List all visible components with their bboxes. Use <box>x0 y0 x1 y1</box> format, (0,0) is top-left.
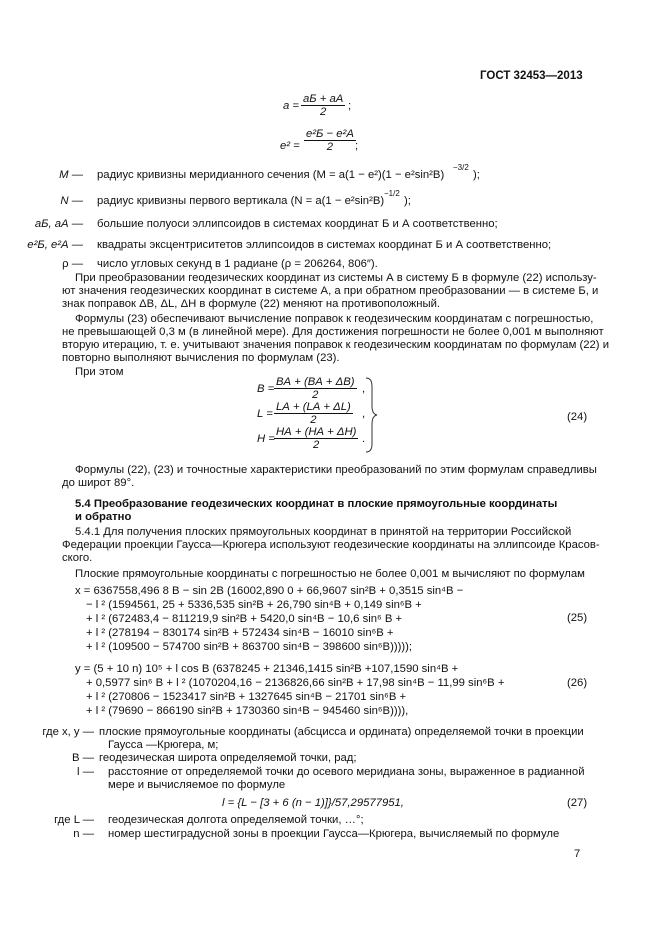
eq24-number: (24) <box>567 411 588 423</box>
para4-line1: 5.4.1 Для получения плоских прямоугольных координат в принятой на территории Российской <box>75 526 572 538</box>
eq27-formula: l = {L − [3 + 6 (n − 1)]}/57,29577951, <box>222 797 404 809</box>
para4-line3: ского. <box>62 552 93 564</box>
def-text-M: радиус кривизны меридианного сечения (M = a(1 − e²)(1 − e²sin²B) <box>97 169 445 181</box>
page-header-title: ГОСТ 32453—2013 <box>480 70 583 82</box>
where-text-L: геодезическая долгота определяемой точки, …°; <box>108 814 364 826</box>
eq26-line2: + 0,5977 sin⁶ B + l ² (1070204,16 − 2136826,66 sin²B + 17,98 sin⁴B − 11,99 sin⁶B + <box>86 677 505 689</box>
para2-line1: Формулы (23) обеспечивают вычисление поправок к геодезическим координатам с погрешностью, <box>75 313 594 325</box>
eq25-number: (25) <box>567 612 588 624</box>
formula-a-lhs: a = <box>283 100 300 112</box>
eq25-line2: − l ² (1594561, 25 + 5336,535 sin²B + 26,790 sin⁴B + 0,149 sin⁶B + <box>86 599 422 611</box>
para4-line2: Федерации проекции Гаусса—Крюгера используют геодезические координаты на эллипсоиде Красов- <box>62 539 600 551</box>
page-number: 7 <box>574 848 581 860</box>
def-exp-M: −3/2 <box>453 163 469 172</box>
where-text-xy-1: плоские прямоугольные координаты (абсцисса и ордината) определяемой точки в проекции <box>99 726 584 738</box>
eq24-B-denominator: 2 <box>312 389 319 401</box>
eq24-L-fraction <box>274 401 353 426</box>
eq25-line3: + l ² (672483,4 − 811219,9 sin²B + 5420,0 sin⁴B − 10,6 sin⁶ B + <box>86 613 403 625</box>
eq24-B-numerator: BА + (BА + ΔB) <box>276 376 355 388</box>
para2-line2: не превышающей 0,3 м (в линейной мере). Для достижения погрешности не более 0,001 м выполняют <box>62 326 604 338</box>
formula-a-numerator: aБ + aА <box>303 93 344 105</box>
para3-line1: Формулы (22), (23) и точностные характеристики преобразований по этим формулам справедливы <box>75 464 597 476</box>
where-term-n: n — <box>73 828 94 840</box>
eq24-H-denominator: 2 <box>313 439 320 451</box>
where-term-xy: где x, y — <box>42 726 94 738</box>
where-term-B: B — <box>72 752 94 764</box>
eq24-H-tail: . <box>362 433 366 445</box>
where-text-xy-2: Гаусса —Крюгера, м; <box>108 739 219 751</box>
eq26-line3: + l ² (270806 − 1523417 sin²B + 1327645 sin⁴B − 21701 sin⁶B + <box>86 691 407 703</box>
para1-line3: знак поправок ΔB, ΔL, ΔH в формуле (22) меняют на противоположный. <box>62 298 441 310</box>
def-text-a: большие полуоси эллипсоидов в системах координат Б и А соответственно; <box>97 218 498 230</box>
eq24-B-lhs: B = <box>257 383 275 395</box>
eq24-L-tail: , <box>362 408 366 420</box>
eq27-number: (27) <box>567 797 588 809</box>
where-text-l-1: расстояние от определяемой точки до осевого меридиана зоны, выраженное в радианной <box>108 766 585 778</box>
eq24-L-numerator: LА + (LА + ΔL) <box>276 401 351 413</box>
where-text-l-2: мере и вычисляемое по формуле <box>108 779 286 791</box>
para1-line2: ют значения геодезических координат в системе А, а при обратном преобразовании — в системе Б, и <box>62 285 599 297</box>
def-tail-M: ); <box>473 169 480 181</box>
eq26-line4: + l ² (79690 − 866190 sin²B + 1730360 sin⁴B − 945460 sin⁶B)))), <box>86 705 409 717</box>
def-term-a: aБ, aА — <box>34 218 83 230</box>
formula-a-fraction <box>301 93 345 118</box>
def-term-rho: ρ — <box>62 258 83 270</box>
def-term-N: N — <box>60 195 83 207</box>
eq24-B-tail: , <box>362 383 366 395</box>
def-text-rho: число угловых секунд в 1 радиане (ρ = 206264, 806″). <box>97 258 378 270</box>
eq25-line5: + l ² (109500 − 574700 sin²B + 863700 sin⁴B − 398600 sin⁶B))))); <box>86 641 413 653</box>
eq24-brace <box>364 376 378 454</box>
eq24-H-lhs: H = <box>257 433 275 445</box>
eq24-H-numerator: HА + (HА + ΔH) <box>276 426 357 438</box>
eq24-H-fraction <box>274 426 358 451</box>
def-term-e: e²Б, e²А — <box>27 239 83 251</box>
para1-line1: При преобразовании геодезических координат из системы А в систему Б в формуле (22) использу- <box>75 272 597 284</box>
para2-line4: повторно выполняют вычисления по формулам (23). <box>62 352 340 364</box>
para5: Плоские прямоугольные координаты с погрешностью не более 0,001 м вычисляют по формулам <box>75 568 585 580</box>
def-text-N: радиус кривизны первого вертикала (N = a(1 − e²sin²B) <box>97 195 385 207</box>
where-text-n: номер шестиградусной зоны в проекции Гаусса—Крюгера, вычисляемый по формуле <box>108 828 560 840</box>
where-text-B: геодезическая широта определяемой точки, рад; <box>99 752 357 764</box>
where-term-l: l — <box>77 766 94 778</box>
para2-line3: вторую итерацию, т. е. учитывают значения поправок к геодезическим координатам по формулам (22) и <box>62 339 610 351</box>
def-text-e: квадраты эксцентриситетов эллипсоидов в системах координат Б и А соответственно; <box>97 239 552 251</box>
where-term-L: где L — <box>54 814 94 826</box>
eq24-L-denominator: 2 <box>310 414 317 426</box>
eq25-line4: + l ² (278194 − 830174 sin²B + 572434 sin⁴B − 16010 sin⁶B + <box>86 627 394 639</box>
formula-a-tail: ; <box>348 100 352 112</box>
pri-etom: При этом <box>75 366 124 378</box>
section-heading-line1: 5.4 Преобразование геодезических координат в плоские прямоугольные координаты <box>75 498 558 510</box>
formula-e-tail: ; <box>355 140 359 152</box>
def-exp-N: −1/2 <box>384 189 400 198</box>
eq26-line1: y = (5 + 10 n) 10⁵ + l cos B (6378245 + 21346,1415 sin²B +107,1590 sin⁴B + <box>75 663 459 675</box>
formula-a-denominator: 2 <box>320 106 327 118</box>
formula-e-lhs: e² = <box>280 140 300 152</box>
formula-e-fraction <box>304 128 359 153</box>
section-heading-line2: и обратно <box>75 511 132 523</box>
para3-line2: до широт 89°. <box>62 477 135 489</box>
eq26-number: (26) <box>567 677 588 689</box>
formula-e-numerator: e²Б − e²А <box>306 128 354 140</box>
eq24-B-fraction <box>274 376 357 401</box>
def-tail-N: ); <box>404 195 411 207</box>
eq25-line1: x = 6367558,496 8 B − sin 2B (16002,890 0 + 66,9607 sin²B + 0,3515 sin⁴B − <box>75 585 464 597</box>
def-term-M: M — <box>59 169 83 181</box>
formula-e-denominator: 2 <box>326 141 334 153</box>
eq24-L-lhs: L = <box>257 408 273 420</box>
